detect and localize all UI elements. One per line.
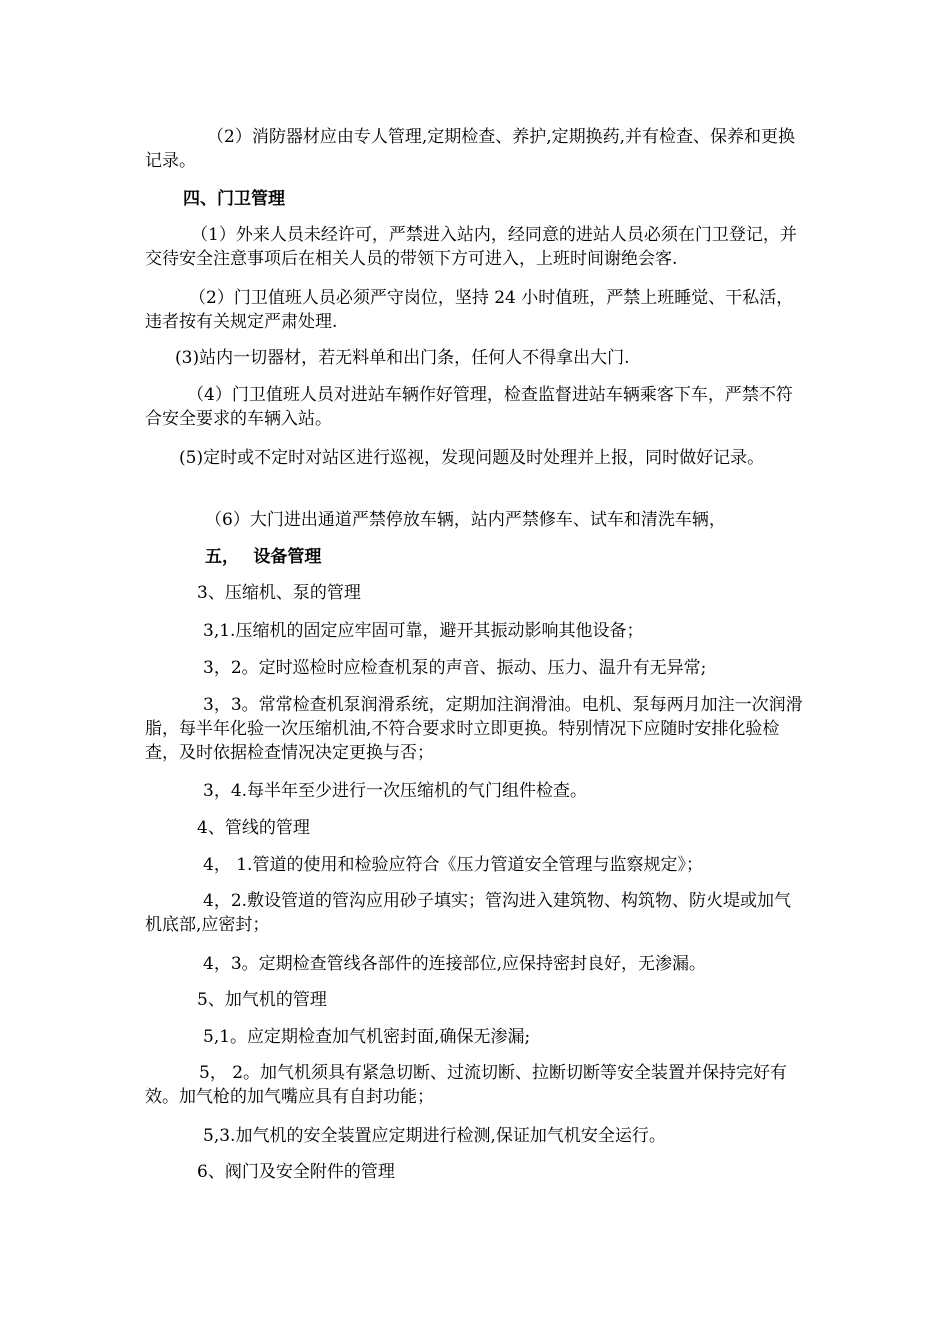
paragraph-pipeline-2: 4，2.敷设管道的管沟应用砂子填实；管沟进入建筑物、构筑物、防火堤或加气机底部,应密封； [145,891,792,935]
paragraph-dispenser-3: 5,3.加气机的安全装置应定期进行检测,保证加气机安全运行。 [203,1126,666,1146]
paragraph-dispenser-1: 5,1。应定期检查加气机密封面,确保无渗漏; [203,1027,531,1047]
subheading-dispenser: 5、加气机的管理 [197,990,327,1010]
paragraph-gate-6: （6）大门进出通道严禁停放车辆，站内严禁修车、试车和清洗车辆， [205,510,726,530]
paragraph-compressor-3: 3，3。常常检查机泵润滑系统，定期加注润滑油。电机、泵每两月加注一次润滑脂，每半年化验一次压缩机油,不符合要求时立即更换。特别情况下应随时安排化验检查，及时依据检查情况决定更换与否； [145,695,803,763]
section-heading-equipment-management: 五， 设备管理 [205,547,322,567]
subheading-compressor-pump: 3、压缩机、泵的管理 [197,583,361,603]
paragraph-compressor-1: 3,1.压缩机的固定应牢固可靠，避开其振动影响其他设备； [203,621,644,641]
paragraph-fire-equipment: （2）消防器材应由专人管理,定期检查、养护,定期换药,并有检查、保养和更换记录。 [145,127,796,171]
paragraph-gate-2: （2）门卫值班人员必须严守岗位，坚持 24 小时值班，严禁上班睡觉、干私活，违者按有关规定严肃处理. [145,288,794,332]
paragraph-dispenser-2: 5， 2。加气机须具有紧急切断、过流切断、拉断切断等安全装置并保持完好有效。加气枪的加气嘴应具有自封功能； [145,1063,788,1107]
paragraph-compressor-4: 3，4.每半年至少进行一次压缩机的气门组件检查。 [203,781,588,801]
paragraph-pipeline-1: 4， 1.管道的使用和检验应符合《压力管道安全管理与监察规定》； [203,855,703,875]
paragraph-gate-5: (5)定时或不定时对站区进行巡视，发现问题及时处理并上报，同时做好记录。 [179,448,765,468]
subheading-valves: 6、阀门及安全附件的管理 [197,1162,395,1182]
subheading-pipeline: 4、管线的管理 [197,818,310,838]
section-heading-gate-management: 四、门卫管理 [183,189,285,209]
paragraph-gate-4: （4）门卫值班人员对进站车辆作好管理，检查监督进站车辆乘客下车，严禁不符合安全要求的车辆入站。 [145,385,793,429]
paragraph-pipeline-3: 4，3。定期检查管线各部件的连接部位,应保持密封良好，无渗漏。 [203,954,707,974]
paragraph-compressor-2: 3，2。定时巡检时应检查机泵的声音、振动、压力、温升有无异常; [203,658,707,678]
paragraph-gate-1: （1）外来人员未经许可，严禁进入站内，经同意的进站人员必须在门卫登记，并交待安全注意事项后在相关人员的带领下方可进入，上班时间谢绝会客. [145,225,797,269]
paragraph-gate-3: (3)站内一切器材，若无料单和出门条，任何人不得拿出大门. [175,348,630,368]
